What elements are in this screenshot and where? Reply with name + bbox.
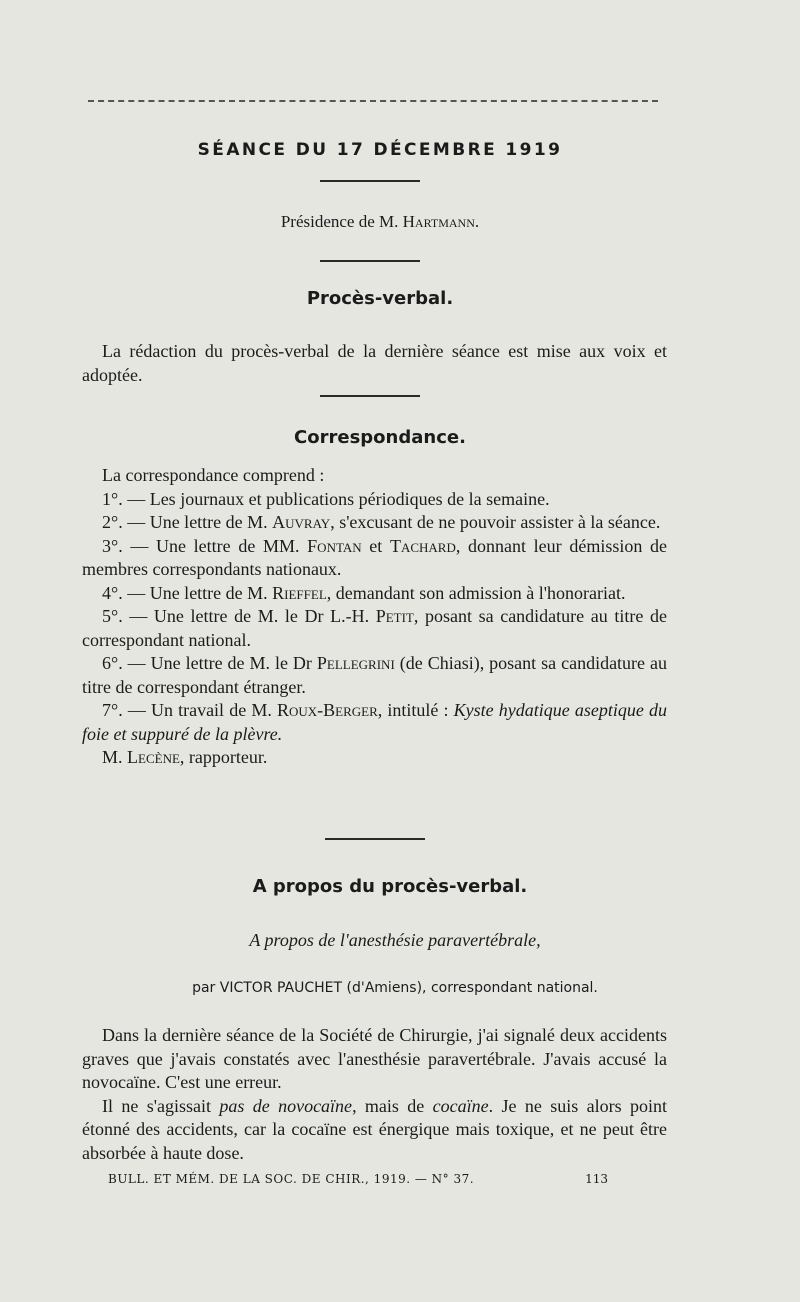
journal-reference: BULL. ET MÉM. DE LA SOC. DE CHIR., 1919. — N° 37. xyxy=(108,1172,475,1186)
person-name: Fontan xyxy=(307,535,362,556)
person-name: Rieffel xyxy=(272,582,327,603)
item-text: , donnant leur démission de membres correspondants nationaux. xyxy=(82,535,667,579)
body-paragraph xyxy=(82,1095,667,1166)
item-text: , s'excusant de ne pouvoir assister à la séance. xyxy=(330,512,661,532)
item-text: 2°. — Une lettre de M. xyxy=(102,512,273,532)
proces-verbal-heading: Procès-verbal. xyxy=(306,288,454,309)
item-text: , demandant son admission à l'honorariat. xyxy=(326,582,626,603)
list-item xyxy=(82,488,667,512)
person-name: Auvray xyxy=(272,512,331,532)
list-item xyxy=(82,582,667,606)
person-name: Roux-Berger xyxy=(276,700,378,720)
body-text: , mais de xyxy=(352,1095,433,1116)
item-text: 6°. — Une lettre de M. le Dr xyxy=(102,653,317,673)
correspondance-heading: Correspondance. xyxy=(294,427,466,448)
list-item xyxy=(82,699,667,746)
divider xyxy=(320,395,420,397)
page-number: 113 xyxy=(585,1172,608,1186)
rapporteur-line xyxy=(82,746,667,770)
president-name: Hartmann xyxy=(402,212,475,231)
page-footer xyxy=(108,1172,608,1186)
presidence-suffix: . xyxy=(474,212,480,231)
item-text: 1°. — Les journaux et publications périodiques de la semaine. xyxy=(102,488,550,509)
body-paragraph: Dans la dernière séance de la Société de Chirurgie, j'ai signalé deux accidents graves que j'avais constatés avec l'anesthésie paravertébrale. J'avais accusé la novocaïne. C'est une erreur. xyxy=(82,1025,667,1092)
a-propos-subtitle: A propos de l'anesthésie paravertébrale, xyxy=(249,930,541,950)
a-propos-heading: A propos du procès-verbal. xyxy=(252,876,528,897)
seance-title: SÉANCE DU 17 DÉCEMBRE 1919 xyxy=(197,140,563,160)
body-text: Il ne s'agissait xyxy=(102,1095,220,1116)
author-line: par VICTOR PAUCHET (d'Amiens), correspondant national. xyxy=(192,980,598,996)
correspondance-list xyxy=(82,464,667,770)
list-item xyxy=(82,605,667,652)
person-name: Pellegrini xyxy=(316,653,395,673)
divider xyxy=(320,260,420,262)
proces-verbal-paragraph: La rédaction du procès-verbal de la dernière séance est mise aux voix et adoptée. xyxy=(82,341,667,385)
item-text: , rapporteur. xyxy=(179,747,268,767)
list-item xyxy=(82,652,667,699)
item-text: M. xyxy=(102,747,128,767)
item-text: 7°. — Un travail de M. xyxy=(102,700,277,720)
person-name: Lecène xyxy=(127,747,180,767)
person-name: Petit xyxy=(375,606,414,626)
presidence-prefix: Présidence de M. xyxy=(280,212,403,231)
proces-verbal-text xyxy=(82,340,667,387)
emphasis-text: pas de novocaïne xyxy=(219,1095,353,1116)
item-text: (de Chiasi), posant sa candidature au titre de correspondant étranger. xyxy=(82,653,667,697)
presidence-line xyxy=(0,212,760,232)
correspondance-intro: La correspondance comprend : xyxy=(102,465,325,485)
person-name: Tachard xyxy=(389,535,456,556)
list-item xyxy=(82,535,667,582)
list-item xyxy=(82,511,667,535)
work-title: Kyste hydatique aseptique du foie et suppuré de la plèvre. xyxy=(82,700,667,744)
divider xyxy=(320,180,420,182)
item-text: et xyxy=(361,535,390,556)
item-text: 5°. — Une lettre de M. le Dr L.-H. xyxy=(102,606,376,626)
emphasis-text: cocaïne xyxy=(432,1095,489,1116)
item-text: 3°. — Une lettre de MM. xyxy=(102,535,308,556)
a-propos-body xyxy=(82,1024,667,1165)
item-text: , intitulé : xyxy=(377,700,454,720)
body-text: . Je ne suis alors point étonné des accidents, car la cocaïne est énergique mais toxique, et ne peut être absorbée à haute dose. xyxy=(82,1095,667,1163)
item-text: , posant sa candidature au titre de correspondant national. xyxy=(82,606,667,650)
top-rule xyxy=(88,100,658,102)
divider xyxy=(325,838,425,840)
item-text: 4°. — Une lettre de M. xyxy=(102,582,273,603)
